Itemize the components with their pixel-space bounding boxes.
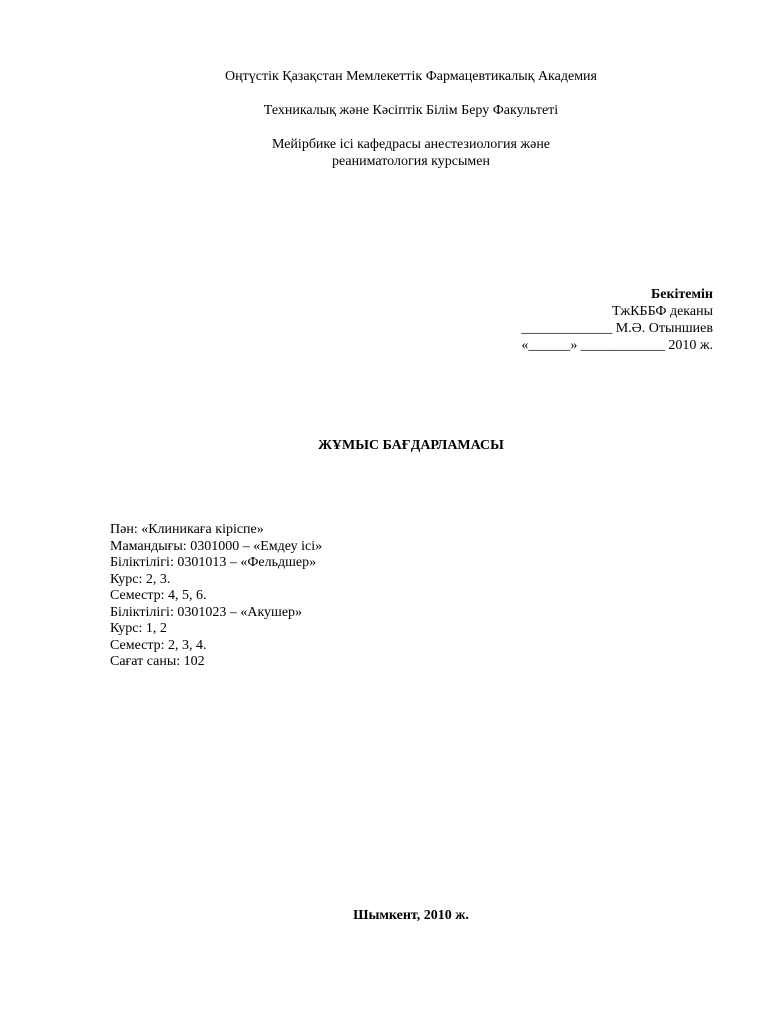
detail-line: Біліктілігі: 0301013 – «Фельдшер» bbox=[110, 555, 317, 570]
document-title: ЖҰМЫС БАҒДАРЛАМАСЫ bbox=[318, 438, 504, 453]
detail-line: Семестр: 2, 3, 4. bbox=[110, 637, 207, 653]
approval-signature-line: _____________ М.Ә. Отыншиев bbox=[521, 321, 713, 336]
faculty-name: Техникалық және Кәсіптік Білім Беру Факультеті bbox=[263, 103, 559, 118]
detail-line: Сағат саны: 102 bbox=[110, 654, 205, 669]
program-details bbox=[110, 522, 322, 671]
department-line-1: Мейірбике ісі кафедрасы анестезиология және bbox=[271, 137, 551, 152]
detail-line: Семестр: 4, 5, 6. bbox=[110, 588, 207, 603]
academy-name: Оңтүстік Қазақстан Мемлекеттік Фармацевтикалық Академия bbox=[225, 69, 597, 84]
detail-line: Курс: 2, 3. bbox=[110, 571, 171, 587]
place-and-year: Шымкент, 2010 ж. bbox=[353, 908, 469, 923]
detail-line: Мамандығы: 0301000 – «Емдеу ісі» bbox=[110, 538, 323, 554]
approval-position: ТжКББФ деканы bbox=[611, 304, 713, 319]
detail-line: Пән: «Клиникаға кіріспе» bbox=[110, 522, 264, 537]
detail-line: Біліктілігі: 0301023 – «Акушер» bbox=[110, 604, 303, 620]
approval-block bbox=[521, 287, 713, 355]
detail-line: Курс: 1, 2 bbox=[110, 621, 167, 636]
approval-date-line: «______» ____________ 2010 ж. bbox=[521, 338, 713, 353]
approval-heading: Бекітемін bbox=[650, 287, 713, 302]
department-line-2: реаниматология курсымен bbox=[332, 154, 490, 169]
